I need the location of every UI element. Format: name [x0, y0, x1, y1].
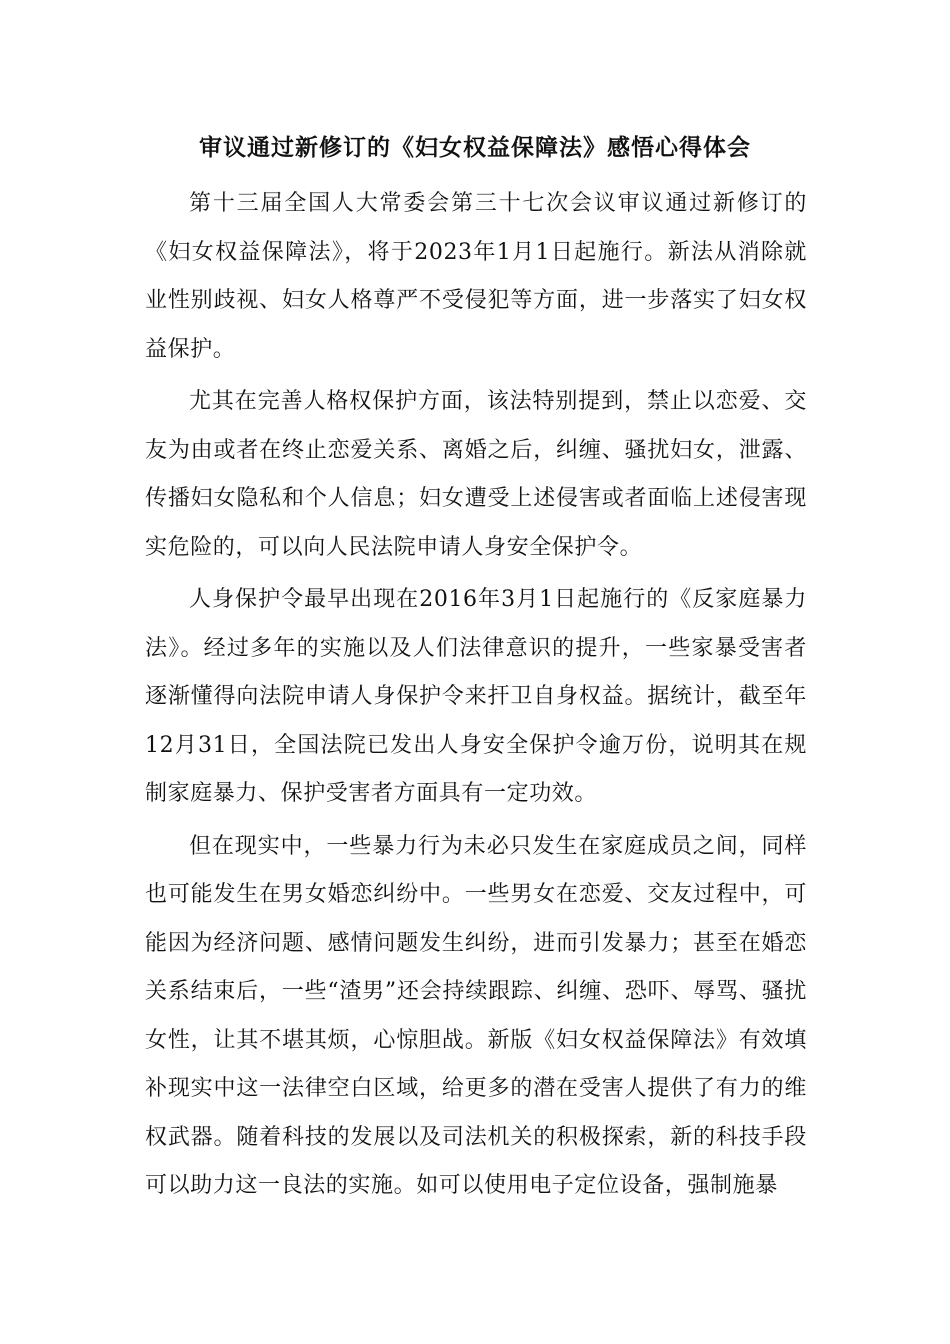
paragraph: 尤其在完善人格权保护方面，该法特别提到，禁止以恋爱、交友为由或者在终止恋爱关系、离婚之后，纠缠、骚扰妇女，泄露、传播妇女隐私和个人信息；妇女遭受上述侵害或者面临上述侵害现实危险的，可以向人民法院申请人身安全保护令。	[145, 389, 807, 560]
paragraph: 但在现实中，一些暴力行为未必只发生在家庭成员之间，同样也可能发生在男女婚恋纠纷中。一些男女在恋爱、交友过程中，可能因为经济问题、感情问题发生纠纷，进而引发暴力；甚至在婚恋关系结束后，一些“渣男”还会持续跟踪、纠缠、恐吓、辱骂、骚扰女性，让其不堪其烦，心惊胆战。新版《妇女权益保障法》有效填补现实中这一法律空白区域，给更多的潜在受害人提供了有力的维权武器。随着科技的发展以及司法机关的积极探索，新的科技手段可以助力这一良法的实施。如可以使用电子定位设备，强制施暴	[145, 833, 807, 1198]
document-body	[145, 180, 807, 1215]
paragraph: 第十三届全国人大常委会第三十七次会议审议通过新修订的《妇女权益保障法》，将于2023年1月1日起施行。新法从消除就业性别歧视、妇女人格尊严不受侵犯等方面，进一步落实了妇女权益保护。	[145, 191, 807, 362]
document-title: 审议通过新修订的《妇女权益保障法》感悟心得体会	[199, 134, 751, 161]
paragraph: 人身保护令最早出现在2016年3月1日起施行的《反家庭暴力法》。经过多年的实施以及人们法律意识的提升，一些家暴受害者逐渐懂得向法院申请人身保护令来扞卫自身权益。据统计，截至年12月31日，全国法院已发出人身安全保护令逾万份，说明其在规制家庭暴力、保护受害者方面具有一定功效。	[145, 587, 807, 806]
